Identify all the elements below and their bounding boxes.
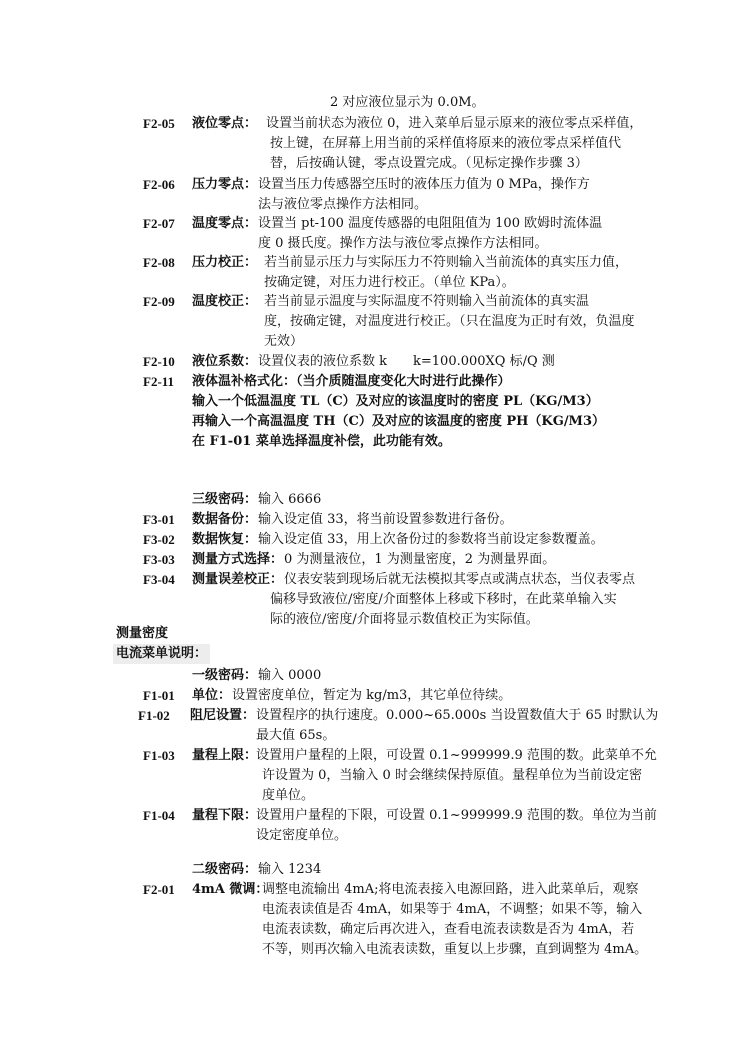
menu-code-f2-08: F2-08: [143, 255, 175, 270]
desc-line: 0 为测量液位，1 为测量密度，2 为测量界面。: [284, 552, 556, 567]
menu-label-f1-03: 量程上限：: [192, 748, 258, 763]
desc-line: 仪表安装到现场后就无法模拟其零点或满点状态，当仪表零点: [284, 572, 636, 587]
level3-password-value: 输入 6666: [258, 492, 322, 507]
desc-line: 际的液位/密度/介面将显示数值校正为实际值。: [270, 612, 539, 627]
desc-line: 替，后按确认键，零点设置完成。（见标定操作步骤 3）: [270, 156, 588, 171]
desc-line: 按确定键，对压力进行校正。（单位 KPa）。: [264, 275, 515, 290]
menu-label-f2-09: 温度校正：: [192, 294, 258, 309]
menu-label-f1-01: 单位：: [192, 688, 232, 703]
desc-line: 设置程序的执行速度。0.000~65.000s 当设置数值大于 65 时默认为: [256, 708, 659, 723]
menu-code-f1-02: F1-02: [138, 708, 170, 723]
desc-line: 度，按确定键，对温度进行校正。（只在温度为正时有效，负温度: [264, 314, 635, 329]
desc-line: 设置当前状态为液位 0，进入菜单后显示原来的液位零点采样值，: [266, 116, 643, 131]
menu-code-f3-02: F3-02: [143, 532, 175, 547]
menu-label-f2-10: 液位系数：: [192, 354, 258, 369]
desc-line: 度单位。: [262, 788, 315, 803]
menu-label-f3-02: 数据恢复：: [192, 532, 258, 547]
level3-password-label: 三级密码：: [192, 492, 258, 507]
desc-line: 设置当压力传感器空压时的液体压力值为 0 MPa，操作方: [258, 177, 590, 192]
menu-code-f3-01: F3-01: [143, 512, 175, 527]
menu-code-f2-06: F2-06: [143, 177, 175, 192]
menu-code-f2-10: F2-10: [143, 354, 175, 369]
level2-password-value: 输入 1234: [258, 862, 322, 877]
desc-line: 输入设定值 33，用上次备份过的参数将当前设定参数覆盖。: [258, 532, 604, 547]
menu-label-f2-01: 4mA 微调：: [192, 882, 269, 897]
desc-line: 设置用户量程的下限，可设置 0.1~999999.9 范围的数。单位为当前: [256, 808, 657, 823]
menu-code-f1-04: F1-04: [143, 808, 175, 823]
desc-line: 设置仪表的液位系数 k k=100.000XQ 标/Q 测: [258, 354, 555, 369]
desc-line: 许设置为 0，当输入 0 时会继续保持原值。量程单位为当前设定密: [262, 768, 642, 783]
menu-code-f2-07: F2-07: [143, 216, 175, 231]
menu-label-f1-04: 量程下限：: [192, 808, 258, 823]
menu-code-f2-05: F2-05: [143, 116, 175, 131]
menu-code-f3-03: F3-03: [143, 552, 175, 567]
level2-password-label: 二级密码：: [192, 862, 258, 877]
menu-code-f2-01: F2-01: [143, 882, 175, 897]
desc-line: 设置密度单位，暂定为 kg/m3，其它单位待续。: [232, 688, 512, 703]
desc-line: 偏移导致液位/密度/介面整体上移或下移时，在此菜单输入实: [270, 592, 617, 607]
desc-line-bold: 液体温补格式化：（当介质随温度变化大时进行此操作）: [192, 374, 511, 389]
desc-line: 若当前显示温度与实际温度不符则输入当前流体的真实温: [264, 294, 590, 309]
intro-line: 2 对应液位显示为 0.0M。: [330, 95, 485, 110]
desc-line: 设定密度单位。: [256, 828, 348, 843]
menu-label-f1-02: 阻尼设置：: [190, 708, 256, 723]
level1-password-value: 输入 0000: [258, 668, 322, 683]
menu-code-f2-09: F2-09: [143, 294, 175, 309]
desc-line: 输入设定值 33，将当前设置参数进行备份。: [258, 512, 513, 527]
desc-line: 度 0 摄氏度。操作方法与液位零点操作方法相同。: [258, 236, 548, 251]
desc-line-bold: 输入一个低温温度 TL（C）及对应的该温度时的密度 PL（KG/M3）: [192, 394, 599, 409]
section-subtitle: 电流菜单说明：: [113, 644, 210, 664]
desc-line: 最大值 65s。: [256, 728, 336, 743]
desc-line: 按上键，在屏幕上用当前的采样值将原来的液位零点采样值代: [270, 136, 622, 151]
desc-line: 设置当 pt-100 温度传感器的电阻阻值为 100 欧姆时流体温: [258, 216, 603, 231]
desc-line: 无效）: [264, 334, 304, 349]
desc-line-bold: 再输入一个高温温度 TH（C）及对应的该温度的密度 PH（KG/M3）: [192, 414, 605, 429]
desc-line-bold: 在 F1-01 菜单选择温度补偿，此功能有效。: [192, 434, 451, 449]
menu-label-f2-08: 压力校正：: [192, 255, 258, 270]
desc-line: 不等，则再次输入电流表读数，重复以上步骤，直到调整为 4mA。: [262, 942, 648, 957]
menu-label-f2-07: 温度零点：: [192, 216, 258, 231]
desc-line: 若当前显示压力与实际压力不符则输入当前流体的真实压力值，: [264, 255, 629, 270]
desc-line: 电流表读值是否 4mA，如果等于 4mA，不调整；如果不等，输入: [262, 902, 643, 917]
menu-label-f3-04: 测量误差校正：: [192, 572, 284, 587]
menu-code-f1-03: F1-03: [143, 748, 175, 763]
level1-password-label: 一级密码：: [192, 668, 258, 683]
desc-line: 调整电流输出 4mA;将电流表接入电源回路，进入此菜单后，观察: [262, 882, 639, 897]
menu-label-f3-01: 数据备份：: [192, 512, 258, 527]
menu-label-f2-06: 压力零点：: [192, 177, 258, 192]
menu-code-f3-04: F3-04: [143, 572, 175, 587]
menu-code-f1-01: F1-01: [143, 688, 175, 703]
section-title: 测量密度: [116, 626, 169, 641]
desc-line: 电流表读数，确定后再次进入，查看电流表读数是否为 4mA，若: [262, 922, 635, 937]
menu-label-f3-03: 测量方式选择：: [192, 552, 284, 567]
menu-label-f2-05: 液位零点：: [192, 116, 258, 131]
desc-line: 法与液位零点操作方法相同。: [258, 197, 428, 212]
desc-line: 设置用户量程的上限，可设置 0.1~999999.9 范围的数。此菜单不允: [256, 748, 657, 763]
menu-code-f2-11: F2-11: [143, 374, 175, 389]
